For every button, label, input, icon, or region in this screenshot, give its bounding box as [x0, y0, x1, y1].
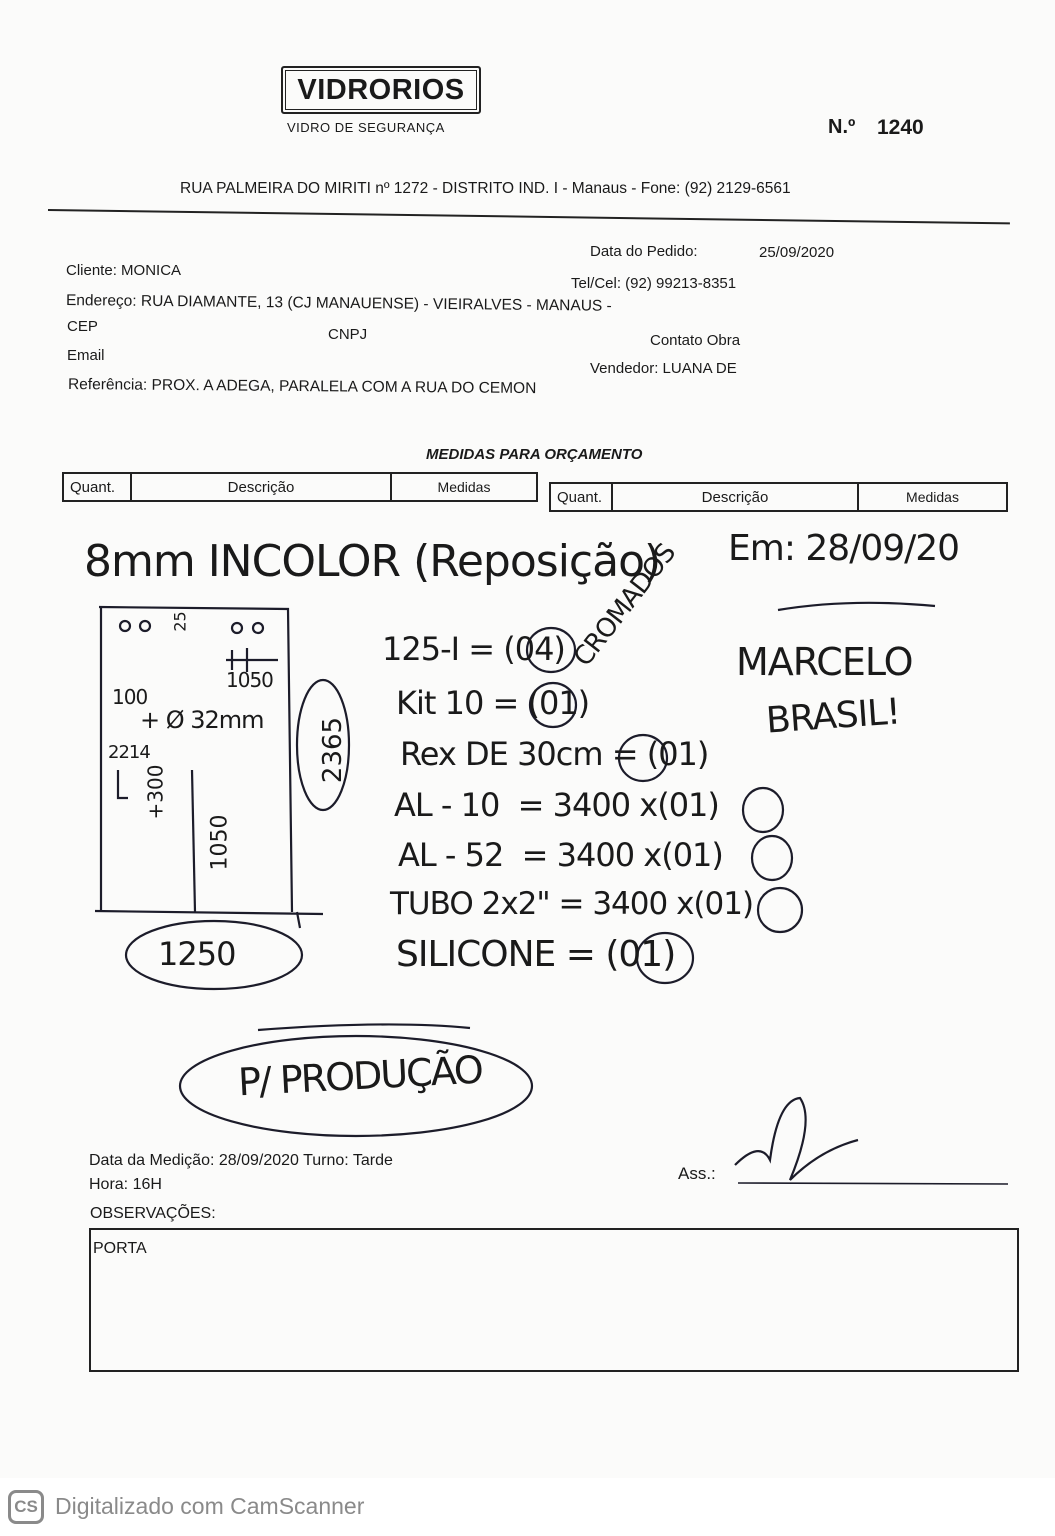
cnpj-label: CNPJ [328, 326, 368, 343]
left-col-description: Descrição [131, 473, 391, 501]
hole-icon [253, 623, 263, 633]
em-date: Em: 28/09/20 [728, 528, 960, 569]
measure-hour: Hora: 16H [89, 1176, 162, 1193]
observations-box [89, 1228, 1019, 1372]
name-line-1: MARCELO [736, 640, 913, 684]
list-item: AL - 10 = 3400 x(01) [394, 786, 719, 824]
client-address: Endereço: RUA DIAMANTE, 13 (CJ MANAUENSE) - VIEIRALVES - MANAUS - [65, 292, 612, 315]
signature-label: Ass.: [678, 1164, 716, 1183]
client-name: Cliente: MONICA [66, 262, 182, 279]
sketch-dim: 25 [170, 611, 190, 632]
cromados-note: CROMADOS [568, 538, 682, 673]
right-col-quant: Quant. [550, 483, 612, 511]
scanner-footer [0, 1478, 1055, 1536]
list-item: Rex DE 30cm = (01) [400, 735, 709, 773]
list-item: SILICONE = (01) [396, 934, 676, 975]
order-date-value: 25/09/2020 [759, 244, 835, 261]
left-col-measures: Medidas [391, 473, 537, 501]
camscanner-text: Digitalizado com CamScanner [55, 1493, 365, 1519]
signature-scribble [735, 1098, 858, 1180]
order-number: 1240 [877, 116, 924, 139]
hole-icon [120, 621, 130, 631]
observations-label: OBSERVAÇÕES: [90, 1205, 216, 1222]
right-col-measures: Medidas [858, 483, 1007, 511]
glass-spec: 8mm INCOLOR (Reposição) [84, 536, 661, 587]
sketch-dim: +300 [143, 764, 168, 820]
right-col-description: Descrição [612, 483, 858, 511]
signature-line [738, 1183, 1008, 1184]
sketch-dim: 1050 [226, 668, 273, 692]
date-underline [778, 603, 935, 610]
order-date-label: Data do Pedido: [590, 243, 698, 260]
sketch-dim: 1050 [207, 814, 233, 871]
list-item: 125-I = (04) [382, 630, 565, 668]
left-col-quant: Quant. [63, 473, 131, 501]
hole-icon [232, 623, 242, 633]
cep-label: CEP [67, 318, 98, 335]
list-item: TUBO 2x2" = 3400 x(01) [390, 886, 754, 922]
hole-icon [140, 621, 150, 631]
sketch-dim: 100 [112, 685, 148, 709]
list-item: Kit 10 = (01) [396, 684, 590, 722]
sketch-dim: 1250 [158, 935, 236, 973]
brand-tagline: VIDRO DE SEGURANÇA [287, 120, 445, 135]
sketch-door-bottom [95, 911, 323, 914]
company-address: RUA PALMEIRA DO MIRITI nº 1272 - DISTRITO IND. I - Manaus - Fone: (92) 2129-6561 [180, 180, 791, 197]
email-label: Email [67, 347, 105, 364]
name-line-2: BRASIL! [764, 691, 902, 742]
stamp-stroke [258, 1024, 470, 1030]
production-stamp: P/ PRODUÇÃO [237, 1047, 483, 1105]
table-title: MEDIDAS PARA ORÇAMENTO [426, 446, 643, 463]
sketch-lock [118, 770, 128, 798]
observations-text: PORTA [93, 1240, 147, 1257]
contact-label: Contato Obra [650, 332, 741, 349]
circle-qty [758, 888, 802, 932]
circle-qty [752, 836, 792, 880]
reference-text: Referência: PROX. A ADEGA, PARALELA COM A RUA DO CEMON [67, 376, 537, 398]
seller-label: Vendedor: LUANA DE [590, 360, 737, 377]
sketch-dim: 2365 [318, 716, 349, 784]
sketch-dim: + Ø 32mm [140, 706, 264, 734]
sketch-dim: 2214 [108, 742, 150, 763]
sketch-inner-line [192, 770, 195, 912]
measure-date: Data da Medição: 28/09/2020 Turno: Tarde [89, 1152, 393, 1169]
circle-qty [743, 788, 783, 832]
client-phone: Tel/Cel: (92) 99213-8351 [571, 275, 737, 292]
camscanner-logo: CS [8, 1490, 44, 1524]
list-item: AL - 52 = 3400 x(01) [398, 836, 723, 874]
order-number-label: N.º [828, 116, 856, 138]
brand-name: VIDRORIOS [297, 74, 465, 106]
